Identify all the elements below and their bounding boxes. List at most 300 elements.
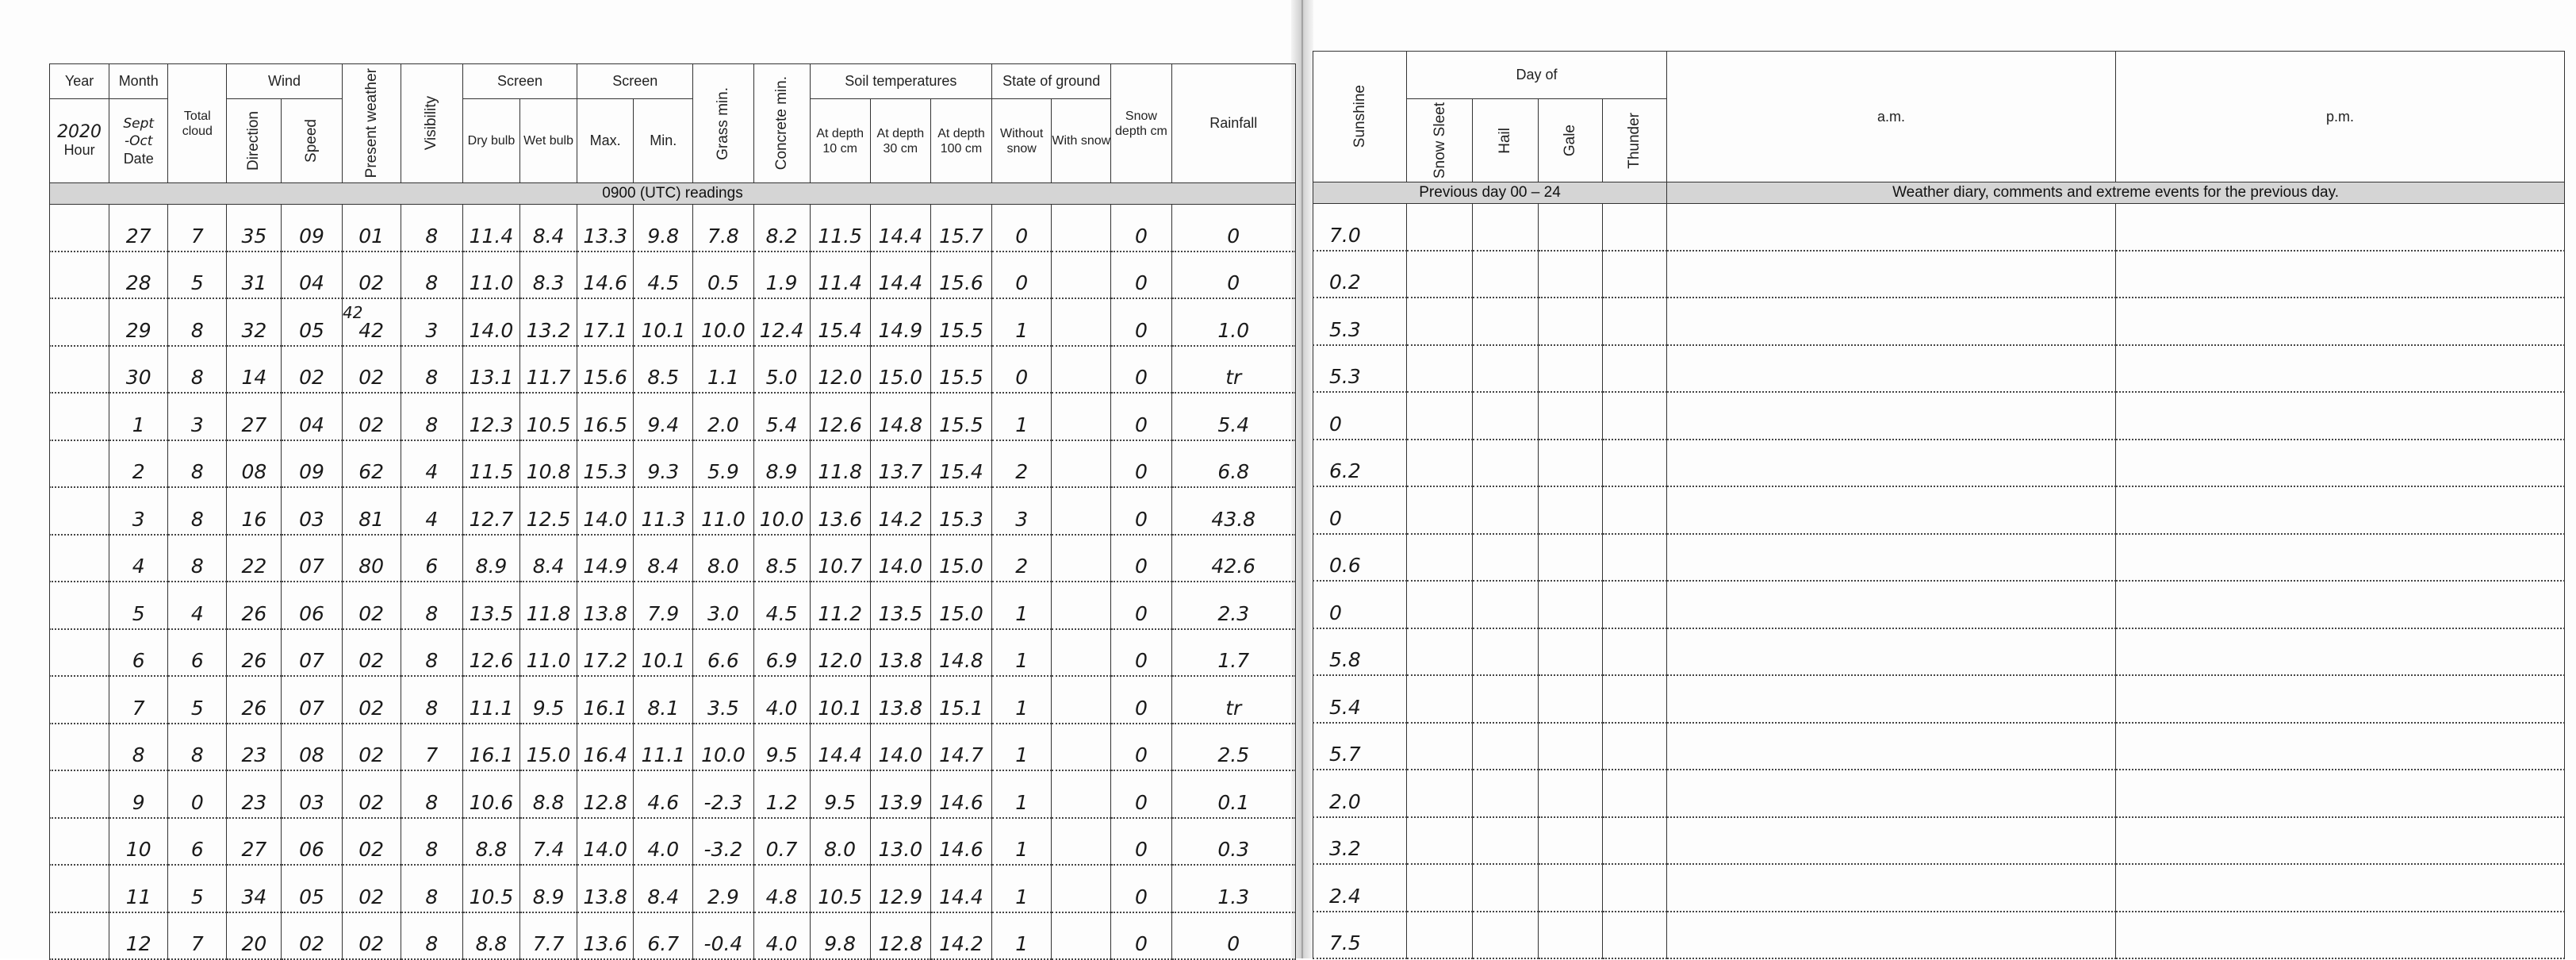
table-row [1313,298,2565,345]
max-cell: 15.3 [577,440,634,488]
max-cell: 13.6 [577,912,634,960]
with-snow-cell [1052,865,1111,912]
pm-diary-cell[interactable] [2116,534,2565,582]
soil-100cm-cell: 15.0 [930,535,991,582]
grass-min-cell: 11.0 [693,487,753,535]
am-diary-cell[interactable] [1667,723,2116,770]
date-cell: 6 [109,629,168,677]
table-row [50,252,1296,299]
snow-sleet-cell [1407,770,1473,817]
date-cell: 29 [109,298,168,346]
snow-sleet-cell [1407,251,1473,298]
rainfall-cell: 0 [1171,912,1295,960]
hail-cell [1473,581,1539,628]
grass-min-cell: 0.5 [693,252,753,299]
am-diary-cell[interactable] [1667,912,2116,959]
with-snow-header: With snow [1052,99,1111,183]
soil-30cm-cell: 13.9 [870,770,930,818]
gale-cell [1539,912,1603,959]
with-snow-cell [1052,770,1111,818]
table-row [1313,912,2565,959]
wet-bulb-cell: 11.0 [520,629,577,677]
table-row [50,298,1296,346]
am-diary-cell[interactable] [1667,486,2116,534]
gale-cell [1539,251,1603,298]
sunshine-cell: 0 [1313,486,1407,534]
rainfall-cell: 42.6 [1171,535,1295,582]
soil-10cm-cell: 15.4 [810,298,870,346]
sunshine-cell: 2.4 [1313,864,1407,912]
snow-depth-cell: 0 [1111,818,1171,866]
snow-sleet-cell [1407,864,1473,912]
present-weather-cell: 02 [342,582,401,629]
concrete-min-cell: 9.5 [753,724,810,771]
max-cell: 12.8 [577,770,634,818]
wind-speed-cell: 07 [282,535,342,582]
snow-depth-cell: 0 [1111,535,1171,582]
month-date-header [109,99,168,183]
cloud-cell: 6 [168,818,227,866]
thunder-cell [1603,770,1667,817]
sunshine-cell: 7.0 [1313,204,1407,251]
without-snow-cell: 1 [992,818,1052,866]
visibility-cell: 8 [401,582,462,629]
am-diary-cell[interactable] [1667,628,2116,676]
soil-10cm-cell: 11.2 [810,582,870,629]
readings-band: 0900 (UTC) readings [50,183,1296,205]
grass-min-cell: -0.4 [693,912,753,960]
concrete-min-cell: 8.9 [753,440,810,488]
am-diary-cell[interactable] [1667,534,2116,582]
date-cell: 8 [109,724,168,771]
wet-bulb-cell: 11.8 [520,582,577,629]
without-snow-cell: 3 [992,487,1052,535]
wind-speed-cell: 05 [282,298,342,346]
grass-min-cell: -2.3 [693,770,753,818]
snow-sleet-cell [1407,486,1473,534]
cloud-cell: 5 [168,676,227,724]
wind-direction-header: Direction [227,99,282,183]
soil-100cm-cell: 15.3 [930,487,991,535]
wind-direction-cell: 16 [227,487,282,535]
date-cell: 11 [109,865,168,912]
soil-100cm-cell: 15.5 [930,346,991,394]
visibility-cell: 8 [401,676,462,724]
rainfall-cell: 43.8 [1171,487,1295,535]
grass-min-cell: 2.9 [693,865,753,912]
am-diary-cell[interactable] [1667,581,2116,628]
soil-100cm-cell: 14.6 [930,770,991,818]
diary-band: Weather diary, comments and extreme events for the previous day. [1667,182,2565,204]
visibility-cell: 8 [401,912,462,960]
grass-min-cell: 6.6 [693,629,753,677]
visibility-cell: 7 [401,724,462,771]
am-diary-cell[interactable] [1667,675,2116,723]
table-row [50,205,1296,252]
present-weather-cell: 02 [342,912,401,960]
soil-10cm-cell: 9.8 [810,912,870,960]
present-weather-cell: 42 [342,298,401,346]
snow-depth-cell: 0 [1111,487,1171,535]
soil-30cm-cell: 12.9 [870,865,930,912]
am-diary-cell[interactable] [1667,392,2116,440]
pm-diary-cell[interactable] [2116,251,2565,298]
hail-cell [1473,864,1539,912]
wind-direction-cell: 26 [227,629,282,677]
present-weather-cell: 62 [342,440,401,488]
soil-100cm-cell: 14.6 [930,818,991,866]
wet-bulb-cell: 7.4 [520,818,577,866]
wet-bulb-cell: 10.5 [520,393,577,440]
present-weather-cell: 02 [342,629,401,677]
hail-cell [1473,486,1539,534]
with-snow-cell [1052,393,1111,440]
cloud-cell: 4 [168,582,227,629]
rainfall-cell: 0.3 [1171,818,1295,866]
rainfall-cell: 2.5 [1171,724,1295,771]
rainfall-cell: 1.7 [1171,629,1295,677]
visibility-cell: 8 [401,770,462,818]
snow-sleet-cell [1407,675,1473,723]
am-diary-cell[interactable] [1667,251,2116,298]
thunder-header: Thunder [1603,99,1667,182]
without-snow-cell: 1 [992,298,1052,346]
dry-bulb-cell: 13.5 [462,582,519,629]
dry-bulb-cell: 12.6 [462,629,519,677]
cloud-cell: 8 [168,724,227,771]
gale-header: Gale [1539,99,1603,182]
date-cell: 30 [109,346,168,394]
dry-bulb-cell: 11.1 [462,676,519,724]
cloud-cell: 6 [168,629,227,677]
hail-cell [1473,770,1539,817]
wind-speed-cell: 04 [282,393,342,440]
present-weather-cell: 02 [342,818,401,866]
min-cell: 10.1 [634,629,693,677]
soil-100cm-cell: 15.1 [930,676,991,724]
visibility-cell: 6 [401,535,462,582]
visibility-cell: 8 [401,252,462,299]
thunder-cell [1603,486,1667,534]
table-row [50,346,1296,394]
year-header: Year [50,64,109,99]
snow-depth-cell: 0 [1111,346,1171,394]
soil-30cm-cell: 14.4 [870,252,930,299]
table-row [1313,723,2565,770]
table-row [1313,440,2565,487]
cloud-cell: 8 [168,487,227,535]
table-row [50,393,1296,440]
pm-diary-cell[interactable] [2116,486,2565,534]
grass-min-cell: -3.2 [693,818,753,866]
table-row [1313,251,2565,298]
screen-group-header-1: Screen [462,64,577,99]
soil-30cm-cell: 14.4 [870,205,930,252]
concrete-min-cell: 1.2 [753,770,810,818]
thunder-cell [1603,817,1667,865]
hour-cell [50,252,109,299]
without-snow-cell: 1 [992,393,1052,440]
sunshine-cell: 5.4 [1313,675,1407,723]
pm-diary-cell[interactable] [2116,440,2565,487]
wet-bulb-cell: 8.8 [520,770,577,818]
dry-bulb-cell: 12.3 [462,393,519,440]
max-cell: 15.6 [577,346,634,394]
wind-speed-cell: 03 [282,487,342,535]
concrete-min-cell: 5.0 [753,346,810,394]
snow-sleet-cell [1407,628,1473,676]
pm-diary-cell[interactable] [2116,204,2565,251]
wet-bulb-cell: 13.2 [520,298,577,346]
soil-10cm-cell: 12.0 [810,346,870,394]
sunshine-cell: 5.3 [1313,345,1407,393]
soil-100cm-cell: 14.4 [930,865,991,912]
snow-sleet-cell [1407,534,1473,582]
wind-group-header: Wind [227,64,342,99]
hail-cell [1473,817,1539,865]
cloud-cell: 5 [168,865,227,912]
gale-cell [1539,440,1603,487]
table-row [50,865,1296,912]
pm-diary-cell[interactable] [2116,392,2565,440]
gale-cell [1539,298,1603,345]
am-diary-cell[interactable] [1667,298,2116,345]
margin-note: 42 [343,303,363,322]
hail-cell [1473,204,1539,251]
min-cell: 8.4 [634,535,693,582]
month-header: Month [109,64,168,99]
hour-cell [50,535,109,582]
table-row [50,535,1296,582]
am-diary-cell[interactable] [1667,440,2116,487]
dry-bulb-cell: 8.8 [462,912,519,960]
thunder-cell [1603,912,1667,959]
soil-30cm-cell: 14.0 [870,724,930,771]
date-cell: 27 [109,205,168,252]
hour-label: Hour [63,141,95,158]
concrete-min-header: Concrete min. [753,64,810,183]
thunder-cell [1603,675,1667,723]
hail-cell [1473,251,1539,298]
wet-bulb-cell: 10.8 [520,440,577,488]
present-weather-cell: 02 [342,346,401,394]
rainfall-header: Rainfall [1171,64,1295,183]
concrete-min-cell: 4.0 [753,676,810,724]
visibility-header: Visibility [401,64,462,183]
snow-depth-header: Snow depth cm [1111,64,1171,183]
soil-10cm-cell: 11.5 [810,205,870,252]
cloud-cell: 8 [168,298,227,346]
dry-bulb-cell: 8.9 [462,535,519,582]
hail-cell [1473,628,1539,676]
visibility-cell: 8 [401,393,462,440]
dry-bulb-cell: 11.5 [462,440,519,488]
thunder-cell [1603,204,1667,251]
with-snow-cell [1052,487,1111,535]
sunshine-cell: 5.7 [1313,723,1407,770]
hour-cell [50,298,109,346]
am-diary-cell[interactable] [1667,770,2116,817]
rainfall-cell: 1.0 [1171,298,1295,346]
cloud-cell: 3 [168,393,227,440]
grass-min-cell: 1.1 [693,346,753,394]
dry-bulb-cell: 16.1 [462,724,519,771]
gale-cell [1539,675,1603,723]
with-snow-cell [1052,535,1111,582]
pm-diary-cell[interactable] [2116,723,2565,770]
month-value-2: -Oct [124,132,153,149]
pm-diary-cell[interactable] [2116,912,2565,959]
max-cell: 14.9 [577,535,634,582]
soil-10cm-cell: 8.0 [810,818,870,866]
cloud-cell: 7 [168,205,227,252]
max-cell: 14.0 [577,818,634,866]
min-cell: 9.4 [634,393,693,440]
min-cell: 11.3 [634,487,693,535]
table-row [1313,864,2565,912]
pm-diary-cell[interactable] [2116,770,2565,817]
without-snow-cell: 0 [992,252,1052,299]
soil-100cm-cell: 14.2 [930,912,991,960]
previous-day-band: Previous day 00 – 24 [1313,182,1667,204]
cloud-cell: 8 [168,440,227,488]
snow-depth-cell: 0 [1111,582,1171,629]
snow-depth-cell: 0 [1111,676,1171,724]
pm-diary-cell[interactable] [2116,675,2565,723]
grass-min-cell: 10.0 [693,298,753,346]
present-weather-cell: 02 [342,252,401,299]
table-row [50,487,1296,535]
table-row [1313,204,2565,251]
concrete-min-cell: 4.8 [753,865,810,912]
snow-sleet-cell [1407,817,1473,865]
max-cell: 17.2 [577,629,634,677]
snow-sleet-cell [1407,204,1473,251]
pm-diary-cell[interactable] [2116,628,2565,676]
grass-min-cell: 3.0 [693,582,753,629]
with-snow-cell [1052,252,1111,299]
concrete-min-cell: 0.7 [753,818,810,866]
thunder-cell [1603,581,1667,628]
snow-sleet-cell [1407,723,1473,770]
wind-speed-cell: 08 [282,724,342,771]
table-row [50,440,1296,488]
table-row [50,629,1296,677]
wind-speed-cell: 09 [282,440,342,488]
concrete-min-cell: 6.9 [753,629,810,677]
am-diary-cell[interactable] [1667,817,2116,865]
hail-cell [1473,440,1539,487]
rainfall-cell: 2.3 [1171,582,1295,629]
pm-diary-cell[interactable] [2116,817,2565,865]
rainfall-cell: tr [1171,676,1295,724]
thunder-cell [1603,534,1667,582]
pm-diary-cell[interactable] [2116,298,2565,345]
present-weather-cell: 80 [342,535,401,582]
max-cell: 17.1 [577,298,634,346]
max-cell: 13.3 [577,205,634,252]
hour-cell [50,440,109,488]
sunshine-cell: 3.2 [1313,817,1407,865]
date-cell: 7 [109,676,168,724]
date-cell: 1 [109,393,168,440]
soil-100cm-cell: 15.4 [930,440,991,488]
wind-direction-cell: 08 [227,440,282,488]
cloud-cell: 0 [168,770,227,818]
visibility-cell: 8 [401,818,462,866]
wind-direction-cell: 23 [227,724,282,771]
snow-sleet-cell [1407,345,1473,393]
dry-bulb-cell: 10.6 [462,770,519,818]
hail-cell [1473,534,1539,582]
max-cell: 16.5 [577,393,634,440]
gale-cell [1539,581,1603,628]
pm-diary-cell[interactable] [2116,345,2565,393]
wet-bulb-cell: 7.7 [520,912,577,960]
soil-30cm-cell: 13.8 [870,676,930,724]
gale-cell [1539,345,1603,393]
wind-speed-cell: 05 [282,865,342,912]
without-snow-cell: 1 [992,676,1052,724]
snow-sleet-header: Snow Sleet [1407,99,1473,182]
min-cell: 8.5 [634,346,693,394]
weather-readings-table [49,63,1296,960]
hour-cell [50,770,109,818]
am-diary-cell[interactable] [1667,345,2116,393]
sunshine-cell: 0 [1313,581,1407,628]
table-row [1313,486,2565,534]
am-diary-cell[interactable] [1667,864,2116,912]
soil-100cm-cell: 14.8 [930,629,991,677]
cloud-cell: 8 [168,535,227,582]
without-snow-cell: 1 [992,865,1052,912]
pm-diary-cell[interactable] [2116,864,2565,912]
table-row [50,818,1296,866]
gale-cell [1539,770,1603,817]
visibility-cell: 4 [401,440,462,488]
hour-cell [50,912,109,960]
hail-cell [1473,723,1539,770]
min-cell: 9.8 [634,205,693,252]
soil-30cm-cell: 13.7 [870,440,930,488]
visibility-cell: 4 [401,487,462,535]
grass-min-cell: 2.0 [693,393,753,440]
concrete-min-cell: 4.5 [753,582,810,629]
present-weather-cell: 02 [342,724,401,771]
with-snow-cell [1052,298,1111,346]
sunshine-cell: 0.2 [1313,251,1407,298]
thunder-cell [1603,298,1667,345]
pm-diary-cell[interactable] [2116,581,2565,628]
with-snow-cell [1052,912,1111,960]
date-cell: 12 [109,912,168,960]
min-cell: 8.4 [634,865,693,912]
year-hour-header [50,99,109,183]
wind-direction-cell: 26 [227,676,282,724]
cloud-cell: 5 [168,252,227,299]
wet-bulb-cell: 11.7 [520,346,577,394]
wind-direction-cell: 27 [227,818,282,866]
am-diary-cell[interactable] [1667,204,2116,251]
rainfall-cell: 1.3 [1171,865,1295,912]
wind-direction-cell: 20 [227,912,282,960]
soil-10cm-cell: 13.6 [810,487,870,535]
snow-depth-cell: 0 [1111,205,1171,252]
rainfall-cell: 0 [1171,205,1295,252]
table-row [50,582,1296,629]
soil-temperatures-header: Soil temperatures [810,64,991,99]
soil-10cm-cell: 11.4 [810,252,870,299]
